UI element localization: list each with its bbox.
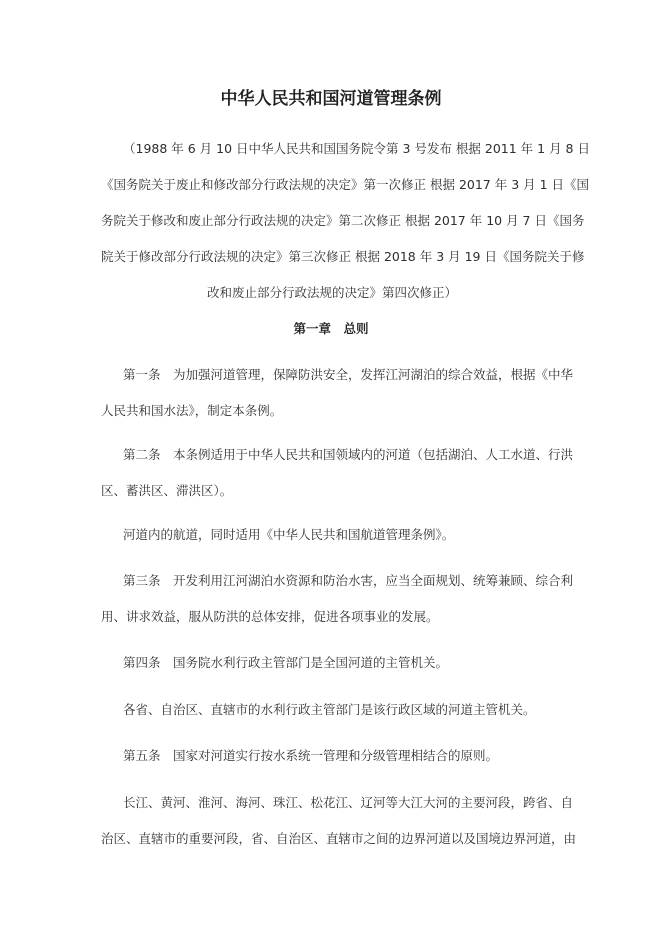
- preface-line: 《国务院关于废止和修改部分行政法规的决定》第一次修正 根据 2017 年 3 月 1 日《国: [101, 177, 590, 192]
- paragraph-line: 长江、黄河、淮河、海河、珠江、松花江、辽河等大江大河的主要河段，跨省、自: [123, 795, 574, 810]
- paragraph-line: 第四条 国务院水利行政主管部门是全国河道的主管机关。: [123, 655, 449, 670]
- article-paragraph: [101, 738, 563, 774]
- paragraph-line: 河道内的航道，同时适用《中华人民共和国航道管理条例》。: [123, 527, 455, 542]
- paragraph-line: 人民共和国水法》，制定本条例。: [101, 403, 283, 418]
- article-paragraph: [101, 645, 563, 681]
- preface-note: [101, 131, 590, 311]
- paragraph-line: 用、讲求效益，服从防洪的总体安排，促进各项事业的发展。: [101, 609, 439, 624]
- paragraph-line: 第五条 国家对河道实行按水系统一管理和分级管理相结合的原则。: [123, 748, 499, 763]
- preface-line: 务院关于修改和废止部分行政法规的决定》第二次修正 根据 2017 年 10 月 7 日《国务: [101, 213, 585, 228]
- paragraph-line: 第二条 本条例适用于中华人民共和国领域内的河道（包括湖泊、人工水道、行洪: [123, 447, 574, 462]
- chapter-heading: 第一章 总则: [293, 321, 369, 336]
- article-paragraph: [101, 437, 574, 509]
- article-paragraph: [101, 517, 563, 553]
- preface-line: 改和废止部分行政法规的决定》第四次修正）: [206, 285, 457, 300]
- paragraph-line: 各省、自治区、直辖市的水利行政主管部门是该行政区域的河道主管机关。: [123, 702, 536, 717]
- article-paragraph: [101, 357, 574, 429]
- document-title: 中华人民共和国河道管理条例: [220, 89, 442, 109]
- paragraph-line: 治区、直辖市的重要河段，省、自治区、直辖市之间的边界河道以及国境边界河道，由: [101, 831, 577, 846]
- paragraph-line: 第三条 开发利用江河湖泊水资源和防治水害，应当全面规划、统筹兼顾、综合利: [123, 573, 574, 588]
- article-paragraph: [101, 785, 577, 857]
- preface-line: 院关于修改部分行政法规的决定》第三次修正 根据 2018 年 3 月 19 日《国务院关于修: [101, 249, 585, 264]
- paragraph-line: 区、蓄洪区、滞洪区）。: [101, 483, 233, 498]
- preface-line: （1988 年 6 月 10 日中华人民共和国国务院令第 3 号发布 根据 2011 年 1 月 8 日: [123, 141, 590, 156]
- article-paragraph: [101, 563, 574, 635]
- paragraph-line: 第一条 为加强河道管理，保障防洪安全，发挥江河湖泊的综合效益，根据《中华: [123, 367, 574, 382]
- article-paragraph: [101, 692, 563, 728]
